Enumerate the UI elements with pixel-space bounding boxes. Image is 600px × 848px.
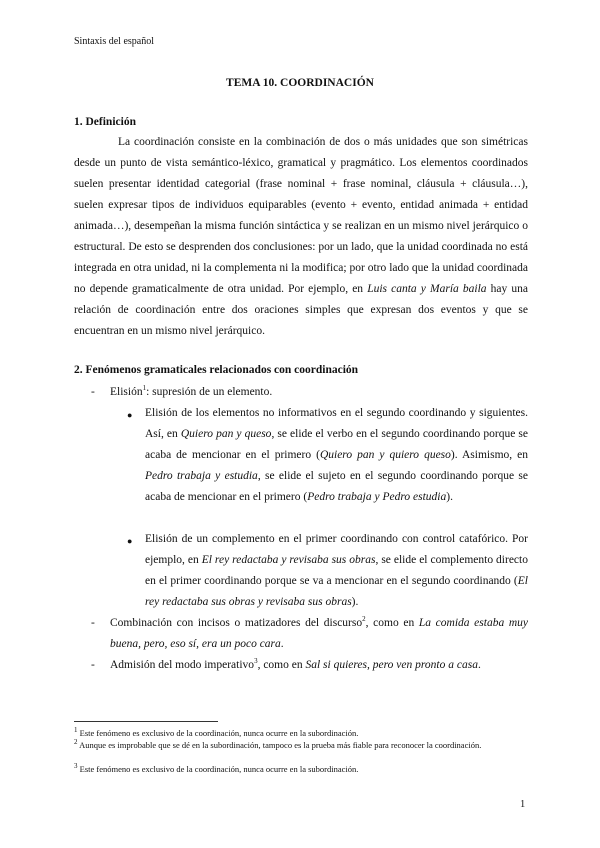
sub-item-text: ). Asimismo, en: [450, 449, 528, 461]
bullet-icon: ●: [127, 536, 133, 546]
sub-item-text: ).: [351, 596, 359, 608]
section-1-heading: 1. Definición: [74, 116, 136, 128]
footnote-ref[interactable]: 3: [254, 657, 258, 666]
paragraph-text: La coordinación consiste en la combinación de dos o más unidades que son simétricas desde un punto de vista semántico-léxico, gramatical y pragmático. Los elementos coordinados suelen presentar identidad categorial (frase nominal + frase nominal, cláusula + cláusula…), suelen expresar tipos de individuos equiparables (evento + evento, entidad animada + entidad animada…), desempeñan la misma función sintáctica y se realizan en un mismo nivel jerárquico o estructural. De esto se desprenden dos conclusiones: por un lado, que la unidad coordinada no está integrada en otra unidad, ni la complementa ni la modifica; por otro lado que la unidad coordinada no depende gramaticalmente de otra unidad. Por ejemplo, en: [74, 136, 528, 295]
list-item-text: , como en: [365, 617, 419, 629]
sub-item-text: , se elide el sujeto en el segundo coordinando porque se acaba de mencionar en el primero (: [145, 470, 528, 503]
footnote-text: Este fenómeno es exclusivo de la coordinación, nunca ocurre en la subordinación.: [77, 728, 359, 738]
list-item-text: .: [280, 638, 284, 650]
list-item-text: Admisión del modo imperativo: [110, 659, 255, 671]
list-dash: -: [91, 386, 95, 398]
page-number: 1: [520, 799, 526, 810]
footnote-number: 2: [74, 738, 78, 747]
running-header: Sintaxis del español: [74, 36, 154, 47]
list-item-elision: [110, 382, 528, 403]
example-text: La comida estaba muy buena, pero, eso sí, era un poco cara: [110, 617, 529, 650]
sub-item-text: ).: [446, 491, 453, 503]
list-item-text: , como en: [257, 659, 306, 671]
footnote-ref[interactable]: 1: [142, 384, 147, 393]
example-text: El rey redactaba sus obras y revisaba sus obras: [145, 575, 528, 608]
sub-item-elision-cataphoric: [145, 529, 528, 613]
footnote-1: [74, 728, 528, 739]
bullet-icon: ●: [127, 410, 133, 420]
section-2-heading: 2. Fenómenos gramaticales relacionados con coordinación: [74, 364, 359, 376]
sub-item-elision-non-informative: [145, 403, 528, 508]
footnote-number: 1: [74, 726, 78, 735]
page-title: TEMA 10. COORDINACIÓN: [226, 77, 374, 89]
footnote-divider: [74, 721, 218, 722]
sub-item-text: , se elide el complemento directo en el primer coordinando porque se va a mencionar en el segundo coordinando (: [145, 554, 528, 587]
list-item-incisos: [110, 613, 528, 655]
footnote-2: [74, 740, 528, 751]
list-item-text: Combinación con incisos o matizadores del discurso: [110, 617, 363, 629]
footnote-ref[interactable]: 2: [362, 615, 366, 624]
sub-item-text: Elisión de un complemento en el primer coordinando con control catafórico. Por ejemplo, en: [145, 533, 528, 566]
sub-item-text: Elisión de los elementos no informativos en el segundo coordinando y siguientes. Así, en: [145, 407, 528, 440]
footnote-number: 3: [74, 762, 78, 771]
example-text: Quiero pan y quiero queso: [319, 449, 451, 461]
example-text: El rey redactaba y revisaba sus obras: [201, 554, 376, 566]
footnote-3: [74, 764, 528, 775]
list-item-text: .: [477, 659, 481, 671]
list-dash: -: [91, 659, 95, 671]
list-item-text: : supresión de un elemento.: [146, 386, 273, 398]
footnote-text: Aunque es improbable que se dé en la subordinación, tampoco es la prueba más fiable para reconocer la coordinación.: [77, 740, 482, 750]
example-text: Quiero pan y queso: [180, 428, 272, 440]
example-text: Luis canta y María baila: [367, 283, 487, 295]
example-text: Sal si quieres, pero ven pronto a casa: [305, 659, 478, 671]
list-dash: -: [91, 617, 95, 629]
list-item-label: Elisión: [110, 386, 143, 398]
paragraph-text: hay una relación de coordinación entre dos oraciones simples que expresan dos eventos y que se encuentran en un mismo nivel jerárquico.: [74, 283, 528, 337]
example-text: Pedro trabaja y Pedro estudia: [307, 491, 447, 503]
sub-item-text: , se elide el verbo en el segundo coordinando porque se acaba de mencionar en el primero (: [145, 428, 528, 461]
example-text: Pedro trabaja y estudia: [145, 470, 258, 482]
section-1-paragraph: [74, 132, 528, 342]
list-item-imperativo: [110, 655, 528, 676]
footnote-text: Este fenómeno es exclusivo de la coordinación, nunca ocurre en la subordinación.: [77, 764, 359, 774]
